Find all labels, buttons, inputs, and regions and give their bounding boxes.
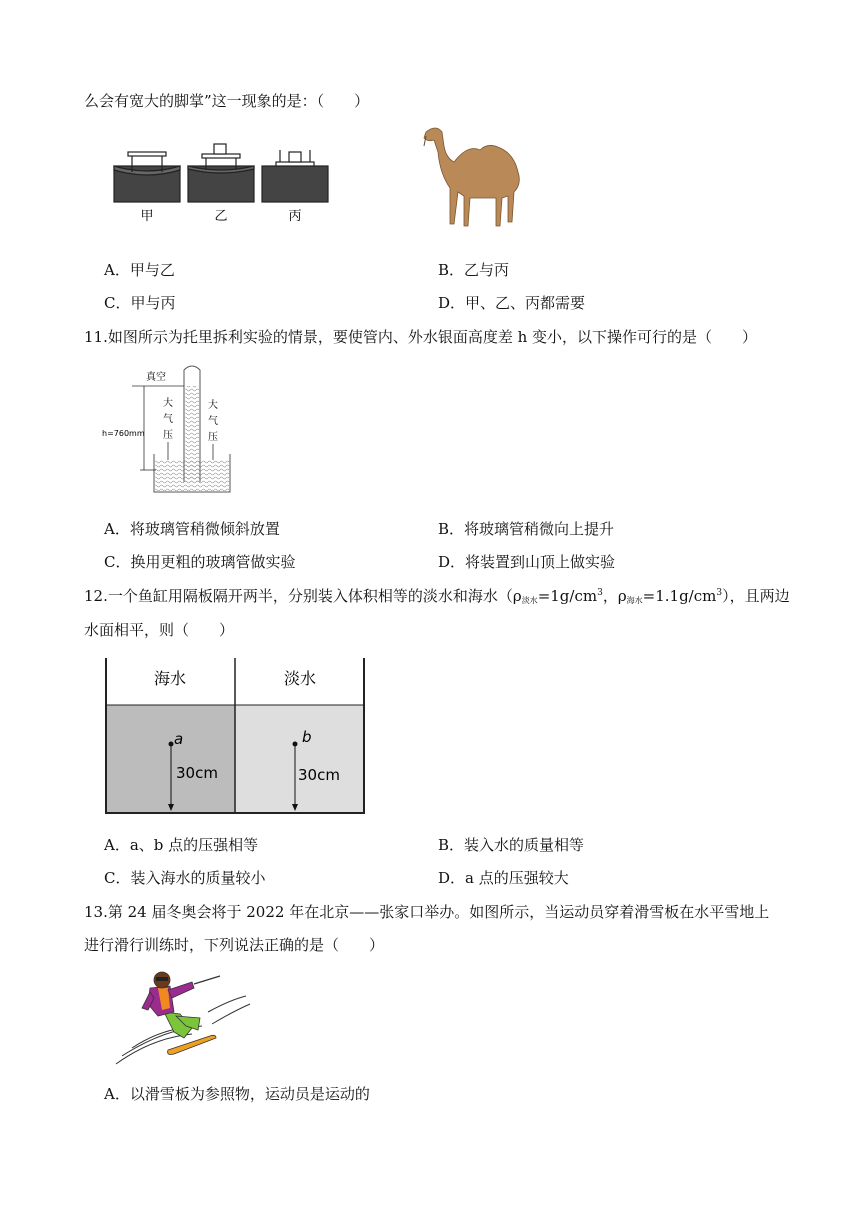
q13-option-a: A．以滑雪板为参照物，运动员是运动的 [104, 1085, 370, 1103]
atm-left-3: 压 [163, 430, 173, 441]
point-a-marker [169, 742, 174, 747]
atm-left-1: 大 [163, 398, 173, 409]
q12-stem-line1: 12.一个鱼缸用隔板隔开两半，分别装入体积相等的淡水和海水（$\rho_{淡水}=1g/cm^3$，$\rho_{海水}=1.1g/cm^3$），且两边 [84, 587, 790, 605]
q10-option-c: C．甲与丙 [104, 294, 176, 312]
vacuum-label: 真空 [146, 372, 166, 383]
point-b-label: b [302, 728, 312, 746]
fresh-water-label: 淡水 [283, 669, 317, 688]
point-a-label: a [174, 730, 184, 748]
q12-option-a: A．a、b 点的压强相等 [104, 836, 259, 854]
q12-stem-line2: 水面相平，则（ ） [84, 621, 235, 639]
q11-option-a: A．将玻璃管稍微倾斜放置 [104, 520, 280, 538]
depth-a-label: 30cm [176, 764, 218, 782]
atm-right-3: 压 [208, 432, 218, 443]
camel-image [418, 122, 536, 240]
fig-label-bing: 丙 [288, 209, 302, 224]
q10-option-b: B．乙与丙 [438, 261, 510, 279]
fish-tank-figure [104, 658, 366, 816]
q13-stem-line1: 13.第 24 届冬奥会将于 2022 年在北京——张家口举办。如图所示，当运动员穿着滑雪板在水平雪地上 [84, 903, 770, 921]
depth-b-label: 30cm [298, 766, 340, 784]
q11-option-b: B．将玻璃管稍微向上提升 [438, 520, 615, 538]
q12-option-c: C．装入海水的质量较小 [104, 869, 266, 887]
q10-stem-tail: 么会有宽大的脚掌”这一现象的是：（ ） [84, 92, 370, 110]
q10-pressure-figure [112, 140, 334, 226]
point-b-marker [293, 742, 298, 747]
q11-stem: 11.如图所示为托里拆利实验的情景，要使管内、外水银面高度差 h 变小，以下操作可行的是（ ） [84, 328, 758, 346]
atm-right-1: 大 [208, 400, 218, 411]
fig-label-yi: 乙 [214, 209, 228, 224]
q13-stem-line2: 进行滑行训练时，下列说法正确的是（ ） [84, 936, 385, 954]
sea-water-label: 海水 [153, 669, 187, 688]
atm-left-2: 气 [163, 414, 173, 425]
q10-option-a: A．甲与乙 [104, 261, 175, 279]
q12-option-d: D．a 点的压强较大 [438, 869, 569, 887]
fig-label-jia: 甲 [140, 209, 154, 224]
q11-option-c: C．换用更粗的玻璃管做实验 [104, 553, 296, 571]
height-label: h=760mm [102, 429, 145, 438]
q12-option-b: B．装入水的质量相等 [438, 836, 585, 854]
torricelli-figure [100, 360, 235, 498]
q11-option-d: D．将装置到山顶上做实验 [438, 553, 616, 571]
atm-right-2: 气 [208, 416, 218, 427]
q10-option-d: D．甲、乙、丙都需要 [438, 294, 586, 312]
skier-image [112, 968, 256, 1072]
